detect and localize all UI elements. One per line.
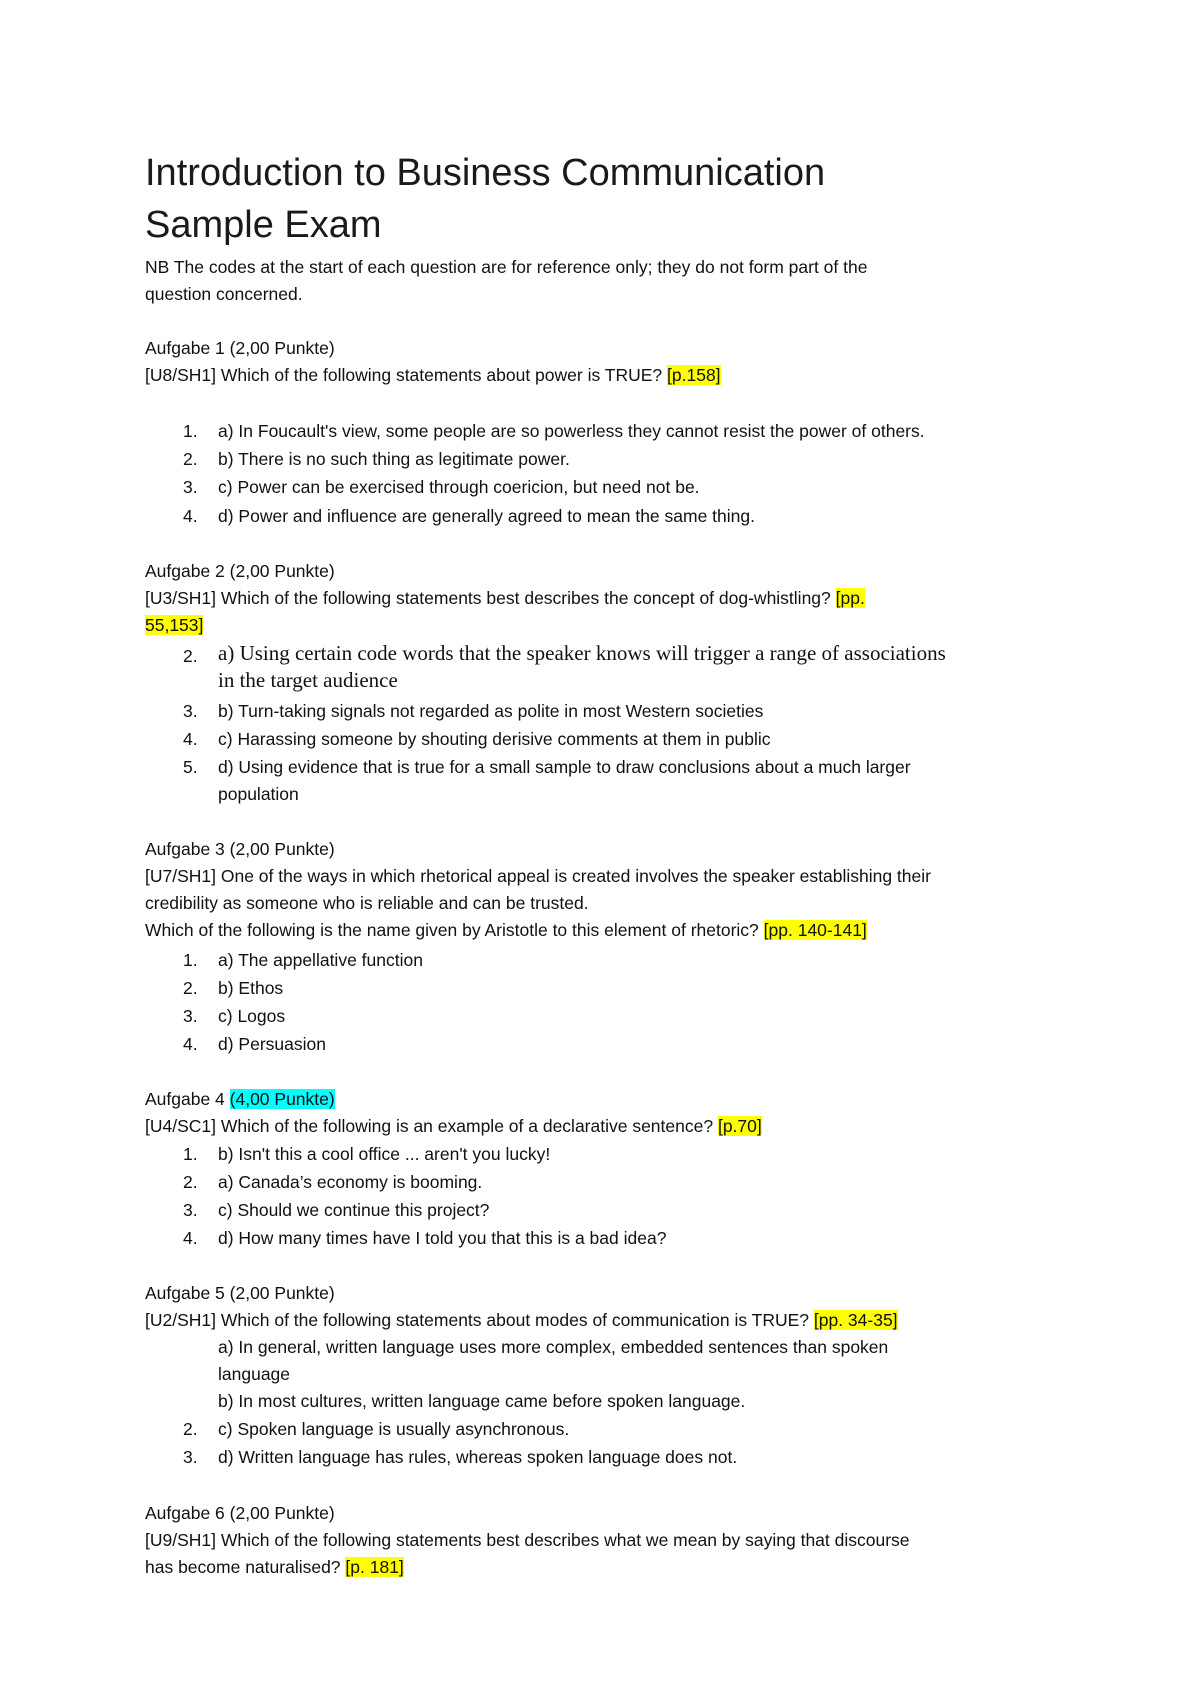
- q2-question-text: [U3/SH1] Which of the following statements best describes the concept of dog-whistling?: [145, 588, 836, 608]
- q5-option-c: c) Spoken language is usually asynchronous.: [218, 1419, 570, 1439]
- q3-num-3: 3.: [183, 1006, 198, 1026]
- q3-num-1: 1.: [183, 950, 198, 970]
- q2-page-ref-2: 55,153]: [145, 615, 204, 635]
- q5-option-a-line1: a) In general, written language uses more complex, embedded sentences than spoken: [218, 1337, 889, 1357]
- q5-option-d: d) Written language has rules, whereas spoken language does not.: [218, 1447, 738, 1467]
- q6-question-line2: [145, 1554, 404, 1580]
- q4-num-3: 3.: [183, 1200, 198, 1220]
- q2-option-a-line2: in the target audience: [218, 668, 398, 692]
- q3-option-d: d) Persuasion: [218, 1034, 326, 1054]
- q1-num-3: 3.: [183, 477, 198, 497]
- q4-heading: [145, 1086, 335, 1112]
- q1-page-ref: [p.158]: [667, 365, 721, 385]
- q3-option-a: a) The appellative function: [218, 950, 423, 970]
- q5-num-2: 2.: [183, 1419, 198, 1439]
- q4-num-4: 4.: [183, 1228, 198, 1248]
- q1-option-d: d) Power and influence are generally agreed to mean the same thing.: [218, 506, 755, 526]
- q1-option-a: a) In Foucault's view, some people are so powerless they cannot resist the power of others.: [218, 421, 925, 441]
- q2-num-3: 3.: [183, 701, 198, 721]
- q3-question-line3: [145, 917, 867, 943]
- q3-option-c: c) Logos: [218, 1006, 286, 1026]
- q5-question: [145, 1307, 898, 1333]
- q4-points: (4,00 Punkte): [229, 1089, 335, 1109]
- q4-question: [145, 1113, 762, 1139]
- q3-num-4: 4.: [183, 1034, 198, 1054]
- q2-option-b: b) Turn-taking signals not regarded as polite in most Western societies: [218, 701, 764, 721]
- q3-option-b: b) Ethos: [218, 978, 284, 998]
- q5-option-a-line2: language: [218, 1364, 291, 1384]
- q4-option-d: d) How many times have I told you that this is a bad idea?: [218, 1228, 667, 1248]
- note-line2: question concerned.: [145, 284, 303, 304]
- doc-title-line1: Introduction to Business Communication: [145, 152, 826, 194]
- q5-question-text: [U2/SH1] Which of the following statements about modes of communication is TRUE?: [145, 1310, 814, 1330]
- q3-question-line2: credibility as someone who is reliable and can be trusted.: [145, 893, 589, 913]
- q2-option-d-line2: population: [218, 784, 299, 804]
- q6-question-text: has become naturalised?: [145, 1557, 346, 1577]
- q2-num-4: 4.: [183, 729, 198, 749]
- q2-page-ref-1: [pp.: [835, 588, 865, 608]
- q2-option-c: c) Harassing someone by shouting derisive comments at them in public: [218, 729, 771, 749]
- q1-num-4: 4.: [183, 506, 198, 526]
- q1-question: [145, 362, 721, 388]
- q3-question-text: Which of the following is the name given by Aristotle to this element of rhetoric?: [145, 920, 764, 940]
- q2-num-5: 5.: [183, 757, 198, 777]
- q4-question-text: [U4/SC1] Which of the following is an example of a declarative sentence?: [145, 1116, 718, 1136]
- q2-heading: Aufgabe 2 (2,00 Punkte): [145, 561, 335, 581]
- q6-question-line1: [U9/SH1] Which of the following statements best describes what we mean by saying that discourse: [145, 1530, 910, 1550]
- q5-page-ref: [pp. 34-35]: [813, 1310, 898, 1330]
- q4-option-a: a) Canada’s economy is booming.: [218, 1172, 483, 1192]
- q4-heading-text: Aufgabe 4: [145, 1089, 230, 1109]
- q6-page-ref: [p. 181]: [345, 1557, 404, 1577]
- q2-option-d-line1: d) Using evidence that is true for a small sample to draw conclusions about a much larger: [218, 757, 911, 777]
- note-line1: NB The codes at the start of each question are for reference only; they do not form part of the: [145, 257, 868, 277]
- q3-num-2: 2.: [183, 978, 198, 998]
- q1-question-text: [U8/SH1] Which of the following statements about power is TRUE?: [145, 365, 668, 385]
- q1-option-c: c) Power can be exercised through coericion, but need not be.: [218, 477, 700, 497]
- q3-heading: Aufgabe 3 (2,00 Punkte): [145, 839, 335, 859]
- q4-num-2: 2.: [183, 1172, 198, 1192]
- q2-question: [145, 585, 865, 611]
- q6-heading: Aufgabe 6 (2,00 Punkte): [145, 1503, 335, 1523]
- q1-option-b: b) There is no such thing as legitimate power.: [218, 449, 570, 469]
- q1-num-2: 2.: [183, 449, 198, 469]
- q5-heading: Aufgabe 5 (2,00 Punkte): [145, 1283, 335, 1303]
- q2-question-cont: [145, 612, 203, 638]
- q3-page-ref: [pp. 140-141]: [763, 920, 867, 940]
- q2-num-2: 2.: [183, 646, 198, 666]
- q4-page-ref: [p.70]: [717, 1116, 762, 1136]
- q5-num-3: 3.: [183, 1447, 198, 1467]
- q5-option-b: b) In most cultures, written language came before spoken language.: [218, 1391, 746, 1411]
- q4-num-1: 1.: [183, 1144, 198, 1164]
- q3-question-line1: [U7/SH1] One of the ways in which rhetorical appeal is created involves the speaker establishing their: [145, 866, 931, 886]
- q1-heading: Aufgabe 1 (2,00 Punkte): [145, 338, 335, 358]
- doc-title-line2: Sample Exam: [145, 204, 382, 246]
- q2-option-a-line1: a) Using certain code words that the speaker knows will trigger a range of associations: [218, 641, 946, 665]
- q1-num-1: 1.: [183, 421, 198, 441]
- q4-option-c: c) Should we continue this project?: [218, 1200, 490, 1220]
- q4-option-b: b) Isn't this a cool office ... aren't you lucky!: [218, 1144, 551, 1164]
